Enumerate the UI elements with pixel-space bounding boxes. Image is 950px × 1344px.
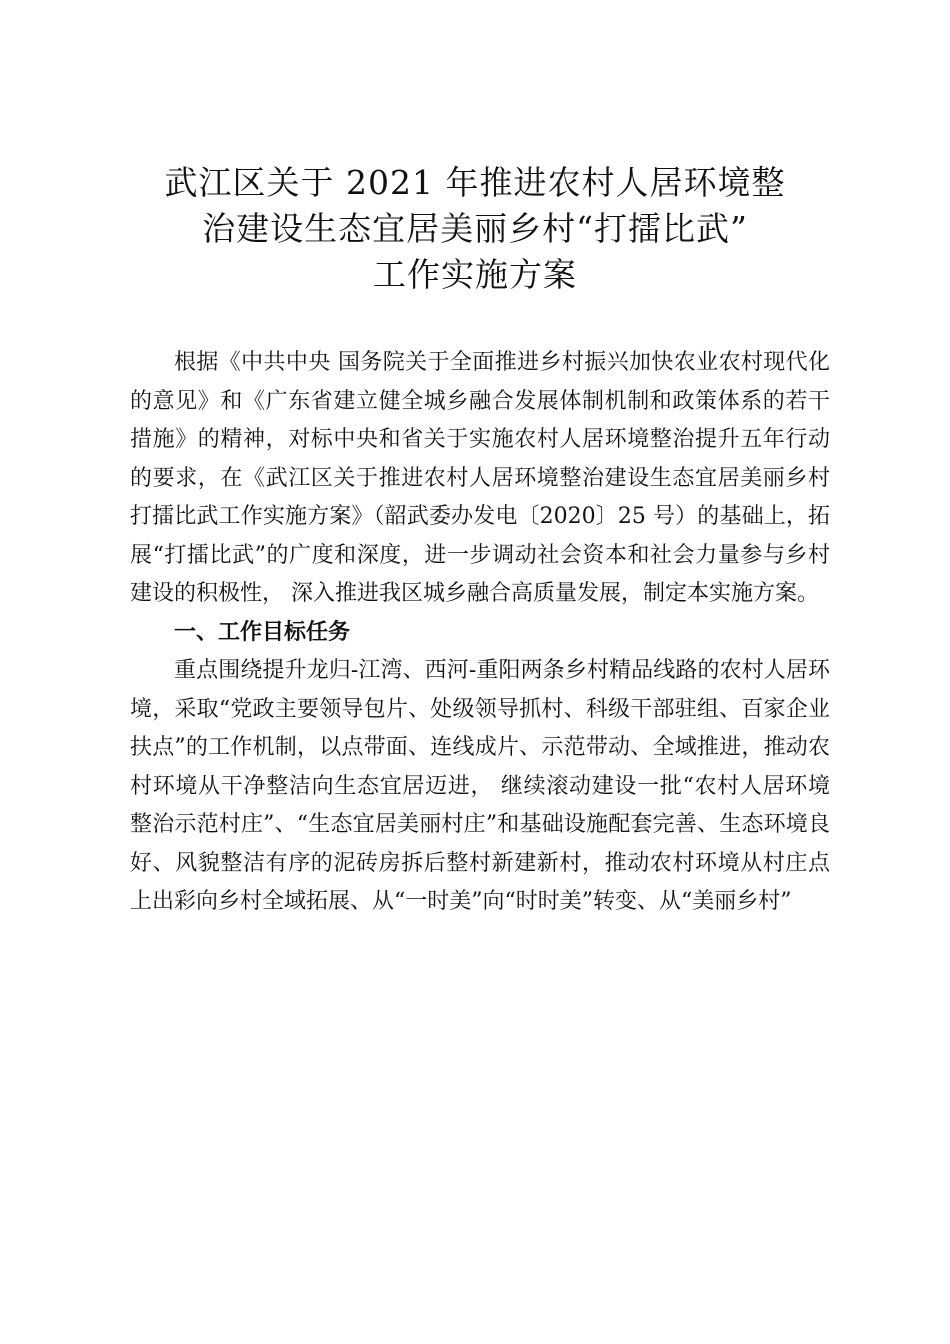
- section-1-paragraph: 重点围绕提升龙归-江湾、西河-重阳两条乡村精品线路的农村人居环境，采取“党政主要领导包片、处级领导抓村、科级干部驻组、百家企业扶点”的工作机制，以点带面、连线成片、示范带动、全域推进，推动农村环境从干净整洁向生态宜居迈进， 继续滚动建设一批“农村人居环境整治示范村庄”、“生态宜居美丽村庄”和基础设施配套完善、生态环境良好、风貌整洁有序的泥砖房拆后整村新建新村，推动农村环境从村庄点上出彩向乡村全域拓展、从“一时美”向“时时美”转变、从“美丽乡村”: [130, 658, 830, 914]
- intro-paragraph: 根据《中共中央 国务院关于全面推进乡村振兴加快农业农村现代化的意见》和《广东省建立健全城乡融合发展体制机制和政策体系的若干措施》的精神，对标中央和省关于实施农村人居环境整治提升五年行动的要求，在《武江区关于推进农村人居环境整治建设生态宜居美丽乡村打擂比武工作实施方案》（韶武委办发电〔2020〕25 号）的基础上，拓展“打擂比武”的广度和深度，进一步调动社会资本和社会力量参与乡村建设的积极性， 深入推进我区城乡融合高质量发展，制定本实施方案。: [130, 350, 830, 606]
- title-line-1: 武江区关于 2021 年推进农村人居环境整: [164, 163, 786, 202]
- document-title: [0, 160, 950, 298]
- title-line-2: 治建设生态宜居美丽乡村“打擂比武”: [202, 209, 748, 248]
- section-heading-1: 一、工作目标任务: [174, 619, 351, 645]
- document-body: [130, 344, 830, 922]
- title-line-3: 工作实施方案: [373, 255, 577, 294]
